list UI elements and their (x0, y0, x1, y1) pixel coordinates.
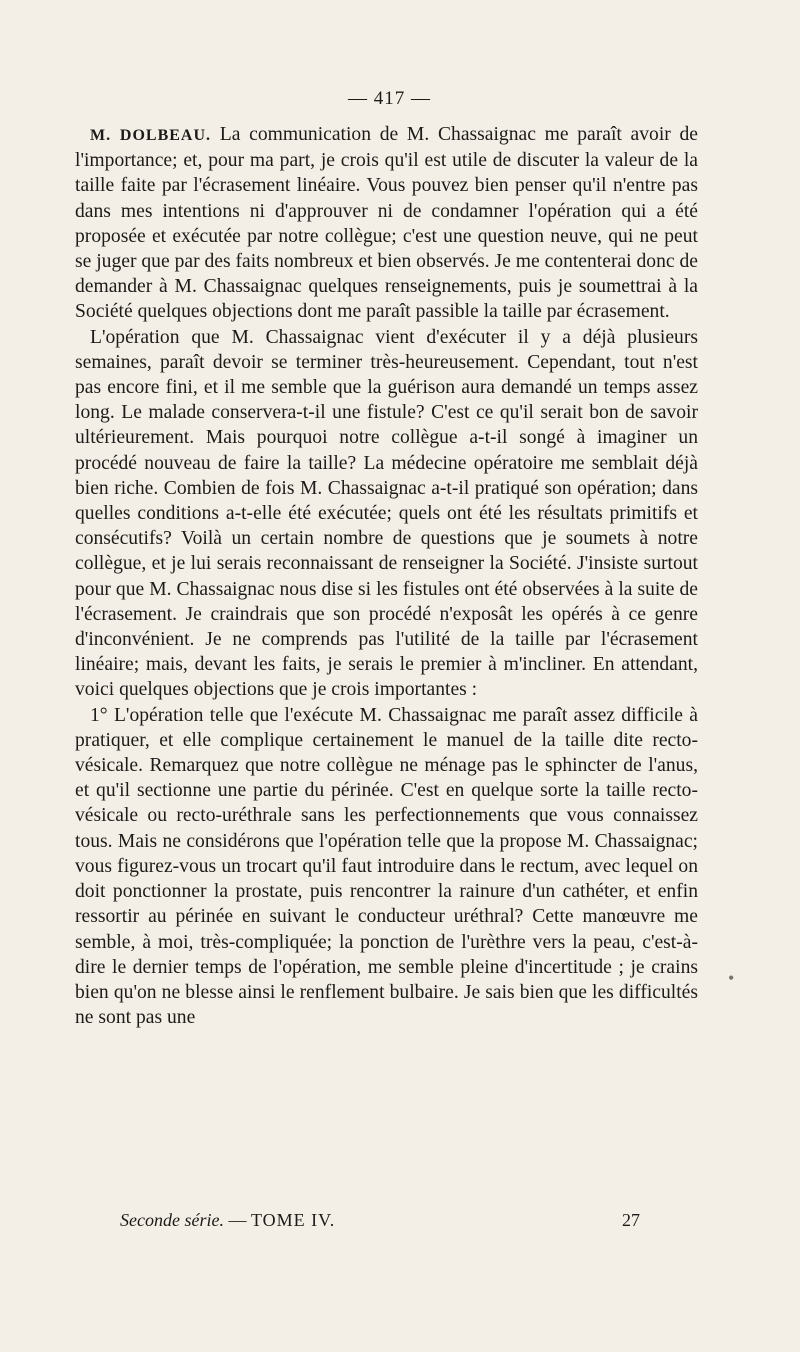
margin-mark: • (728, 968, 735, 988)
paragraph-1-text: La communication de M. Chassaignac me paraît avoir de l'importance; et, pour ma part, je crois qu'il est utile de discuter la valeur de la taille faite par l'écrasement linéaire. Vous pouvez bien penser qu'il n'entre pas dans mes intentions ni d'approuver ni de condamner l'opération qui a été proposée et exécutée par notre collègue; c'est une question neuve, qui ne peut se juger que par des faits nombreux et bien observés. Je me contenterai donc de demander à M. Chassaignac quelques renseignements, puis je soumettrai à la Société quelques objections dont me paraît passible la taille par écrasement. (75, 124, 699, 323)
footer-series: Seconde série. (120, 1210, 224, 1230)
page-number: — 417 — (348, 88, 431, 109)
footer-series-line (120, 1210, 335, 1231)
paragraph-3: 1° L'opération telle que l'exécute M. Chassaignac me paraît assez difficile à pratiquer, et elle complique certainement le manuel de la taille dite recto-vésicale. Remarquez que notre collègue ne ménage pas le sphincter de l'anus, et qu'il sectionne une partie du périnée. C'est en quelque sorte la taille recto-vésicale ou recto-uréthrale sans les perfectionnements que vous connaissez tous. Mais ne considérons que l'opération telle que la propose M. Chassaignac; vous figurez-vous un trocart qu'il faut introduire dans le rectum, avec lequel on doit ponctionner la prostate, puis rencontrer la rainure d'un cathéter, et enfin ressortir au périnée en suivant le conducteur uréthral? Cette manœuvre me semble, à moi, très-compliquée; la ponction de l'urèthre vers la peau, c'est-à-dire le dernier temps de l'opération, me semble pleine d'incertitude ; je crains bien qu'on ne blesse ainsi le renflement bulbaire. Je sais bien que les difficultés ne sont pas une (75, 704, 698, 1029)
footer-tome: TOME IV. (250, 1210, 336, 1230)
footer-dash: — (228, 1210, 247, 1230)
footer-signature: 27 (622, 1210, 640, 1230)
document-page (75, 88, 698, 1030)
speaker-name: M. DOLBEAU. (90, 127, 212, 144)
page-footer (120, 1210, 640, 1231)
paragraph-2: L'opération que M. Chassaignac vient d'exécuter il y a déjà plusieurs semaines, paraît devoir se terminer très-heureusement. Cependant, tout n'est pas encore fini, et il me semble que la guérison aura demandé un temps assez long. Le malade conservera-t-il une fistule? C'est ce qu'il serait bon de savoir ultérieurement. Mais pourquoi notre collègue a-t-il songé à imaginer un procédé nouveau de faire la taille? La médecine opératoire me semblait déjà bien riche. Combien de fois M. Chassaignac a-t-il pratiqué son opération; dans quelles conditions a-t-elle été exécutée; quels ont été les résultats primitifs et consécutifs? Voilà un certain nombre de questions que je soumets à notre collègue, et je lui serais reconnaissant de renseigner la Société. J'insiste surtout pour que M. Chassaignac nous dise si les fistules ont été observées à la suite de l'écrasement. Je craindrais que son procédé n'exposât les opérés à ce genre d'inconvénient. Je ne comprends pas l'utilité de la taille par l'écrasement linéaire; mais, devant les faits, je serais le premier à m'incliner. En attendant, voici quelques objections que je crois importantes : (75, 326, 698, 701)
paragraph-1 (75, 122, 698, 325)
